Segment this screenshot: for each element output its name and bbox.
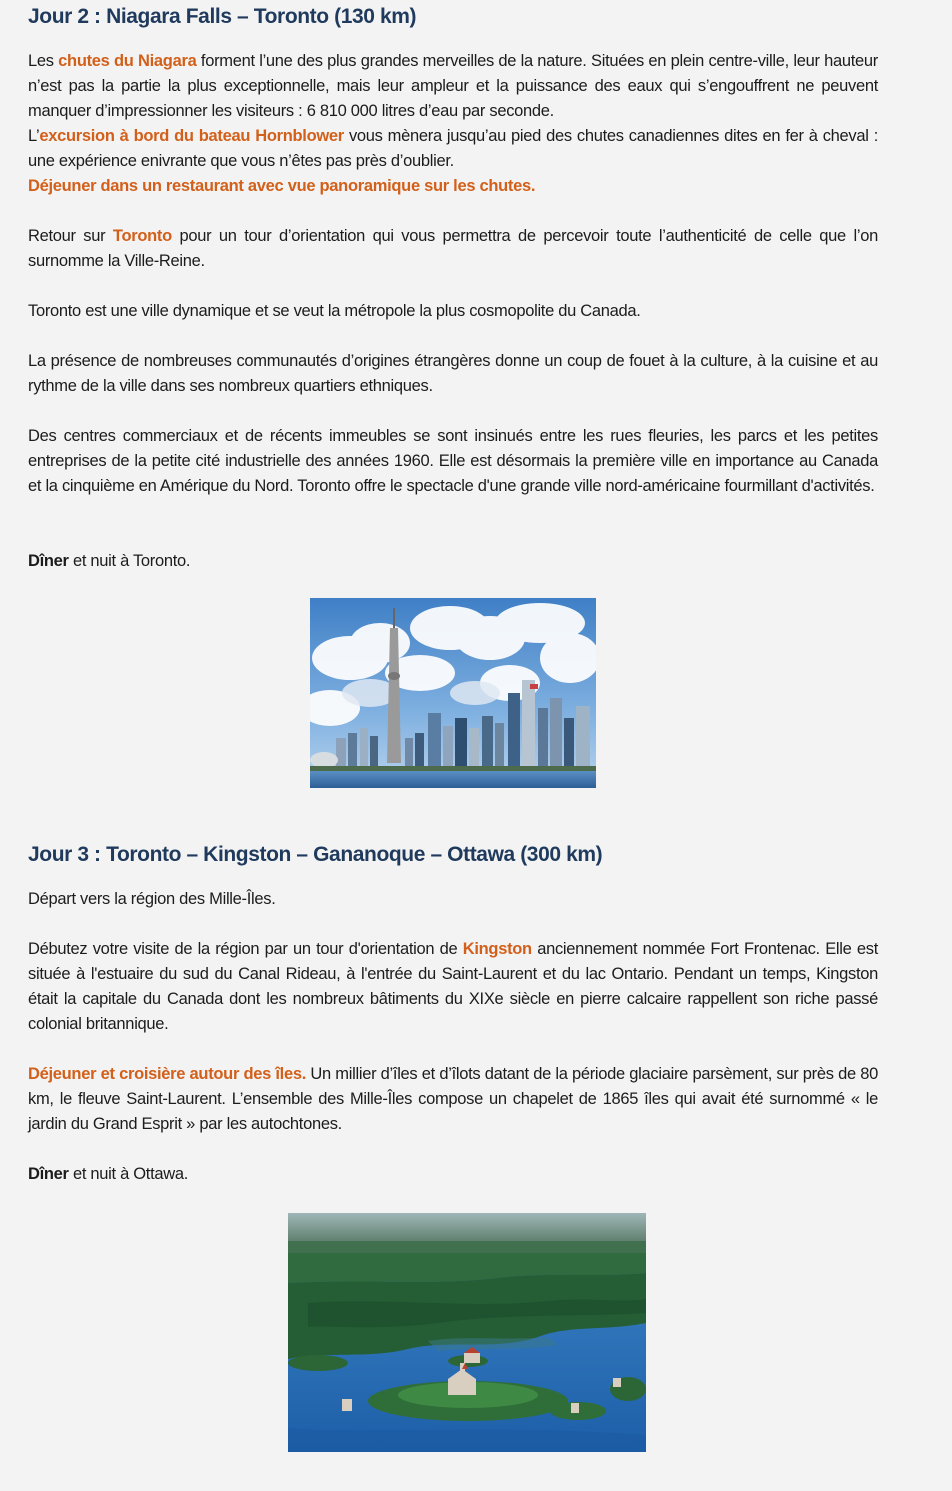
highlight-kingston: Kingston — [462, 940, 532, 958]
day3-title: Jour 3 : Toronto – Kingston – Gananoque – Ottawa (300 km) — [28, 843, 603, 866]
day2-paragraph-communities: La présence de nombreuses communautés d’origines étrangères donne un coup de fouet à la culture, à la cuisine et au rythme de la ville dans ses nombreux quartiers ethniques. — [28, 352, 878, 395]
highlight-niagara: chutes du Niagara — [58, 52, 197, 70]
day3-paragraph-kingston — [28, 937, 878, 1037]
text: forment l’une des plus grandes merveilles de la nature. Situées en plein centre-ville, leur hauteur n’est pas la partie la plus exceptionnelle, mais leur ampleur et la puissance des eaux qui s’engouffrent ne peuvent manquer d’impressionner les visiteurs : 6 810 000 litres d’eau par seconde. — [28, 52, 878, 120]
dinner-label: Dîner — [28, 1165, 69, 1183]
day2-paragraph-metropole: Toronto est une ville dynamique et se veut la métropole la plus cosmopolite du Canada. — [28, 302, 641, 320]
dinner-label: Dîner — [28, 552, 69, 570]
day3-paragraph-dinner — [28, 1162, 878, 1187]
text: Retour sur — [28, 227, 113, 245]
text: pour un tour d’orientation qui vous permettra de percevoir toute l’authenticité de celle que l’on surnomme la Ville-Reine. — [28, 227, 878, 270]
day2-title: Jour 2 : Niagara Falls – Toronto (130 km) — [28, 5, 417, 28]
day3-paragraph-cruise — [28, 1062, 878, 1137]
text: anciennement nommée Fort Frontenac. Elle est située à l'estuaire du sud du Canal Rideau, à l'entrée du Saint-Laurent et du lac Ontario. Pendant un temps, Kingston était la capitale du Canada dont les nombreux bâtiments du XIXe siècle en pierre calcaire rappellent son riche passé colonial britannique. — [28, 940, 879, 1033]
highlight-lunch: Déjeuner dans un restaurant avec vue panoramique sur les chutes. — [28, 177, 536, 195]
text: Un millier d’îles et d’îlots datant de la période glaciaire parsèment, sur près de 80 km, le fleuve Saint-Laurent. L’ensemble des Mille-Îles compose un chapelet de 1865 îles qui avait été surnommé « le jardin du Grand Esprit » par les autochtones. — [28, 1065, 878, 1133]
text: et nuit à Ottawa. — [68, 1165, 189, 1183]
text: vous mènera jusqu’au pied des chutes canadiennes dites en fer à cheval : une expérience enivrante que vous n’êtes pas près d’oublier. — [28, 127, 878, 170]
highlight-toronto: Toronto — [112, 227, 172, 245]
day3-paragraph-departure: Départ vers la région des Mille-Îles. — [28, 890, 276, 908]
day2-paragraph-dinner — [28, 549, 878, 574]
toronto-skyline-image — [310, 598, 596, 788]
thousand-islands-image — [288, 1213, 646, 1452]
highlight-hornblower: excursion à bord du bateau Hornblower — [39, 127, 344, 145]
day2-paragraph-city: Des centres commerciaux et de récents immeubles se sont insinués entre les rues fleuries, les parcs et les petites entreprises de la petite cité industrielle des années 1960. Elle est désormais la première ville en importance au Canada et la cinquième en Amérique du Nord. Toronto offre le spectacle d'une grande ville nord-américaine fourmillant d'activités. — [28, 427, 878, 495]
day2-paragraph-toronto-return — [28, 224, 878, 274]
text: et nuit à Toronto. — [68, 552, 191, 570]
text: L’ — [28, 127, 40, 145]
text: Les — [28, 52, 59, 70]
highlight-cruise: Déjeuner et croisière autour des îles. — [28, 1065, 307, 1083]
day2-paragraph-niagara — [28, 49, 878, 199]
text: Débutez votre visite de la région par un tour d'orientation de — [28, 940, 463, 958]
